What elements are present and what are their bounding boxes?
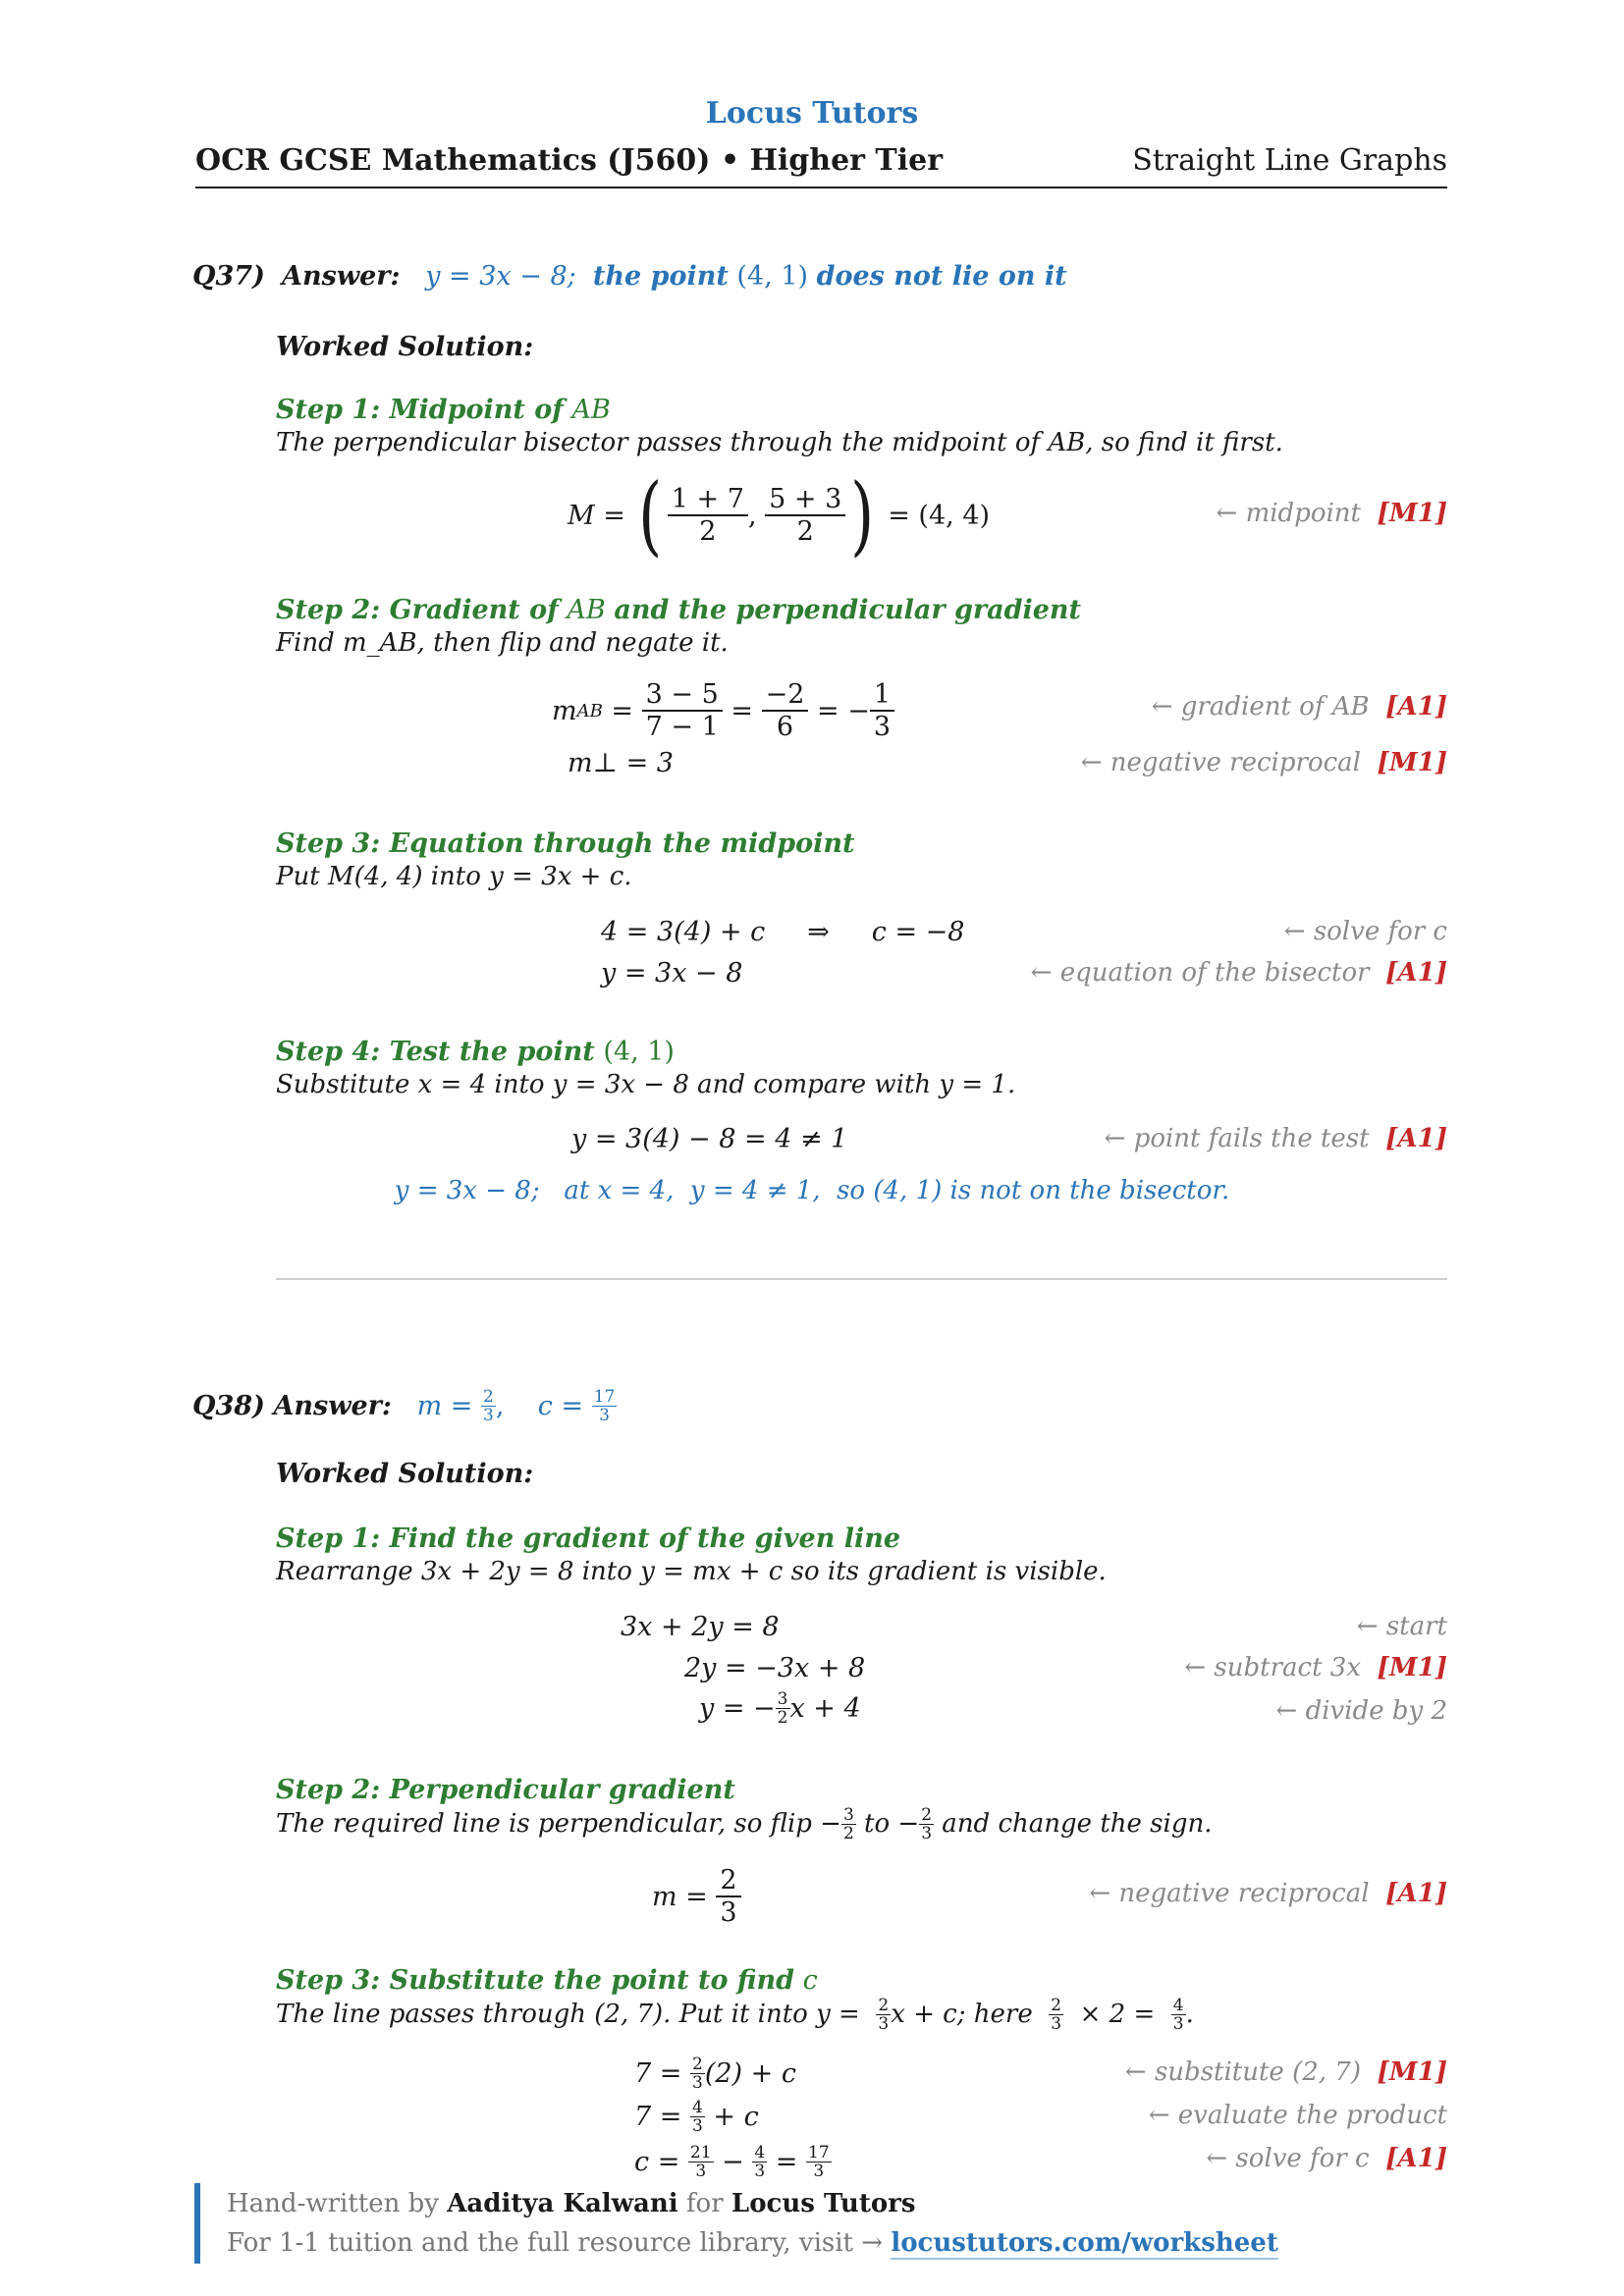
mark-badge: [A1] — [1385, 692, 1447, 721]
q38-step3-title: Step 3: Substitute the point to find c — [276, 1965, 818, 1996]
q37-answer-eq: y = 3x − 8; — [425, 261, 576, 292]
q38-step3-line3: c = $\frac{21}{3}$ − $\frac{4}{3}$ = $\frac{17}{3}$ — [634, 2142, 830, 2181]
q38-step2-title: Step 2: Perpendicular gradient — [276, 1775, 735, 1805]
q37-step3-note2: ← equation of the bisector [A1] — [1030, 958, 1447, 988]
q37-step2-equation: m AB = $\frac{3 - 5}{7 - 1}$ = $\frac{-2}{6}$ = − $\frac{1}{3}$ — [552, 671, 894, 750]
q37-worked-heading: Worked Solution: — [276, 332, 534, 362]
question-divider — [276, 1278, 1447, 1280]
mark-badge: [A1] — [1385, 958, 1447, 988]
q38-answer-line: Q38) Answer: m = $\frac{2}{3}$ , c = $\frac{17}{3}$ — [192, 1387, 616, 1425]
q37-answer-point: (4, 1) — [736, 261, 809, 292]
mark-badge: [M1] — [1377, 499, 1447, 528]
q38-step3-note3: ← solve for c [A1] — [1206, 2144, 1447, 2173]
course-title: OCR GCSE Mathematics (J560) • Higher Tier — [195, 143, 944, 178]
q37-step4-note1: ← point fails the test [A1] — [1104, 1124, 1447, 1153]
q37-conclusion: y = 3x − 8; at x = 4, y = 4 ≠ 1, so (4, 1) is not on the bisector. — [394, 1176, 1230, 1205]
q37-answer-label: Answer: — [282, 261, 401, 292]
q38-step3-line2: 7 = $\frac{4}{3}$ + c — [634, 2097, 759, 2136]
q37-step3-title: Step 3: Equation through the midpoint — [276, 828, 855, 859]
q38-step3-line1: 7 = $\frac{2}{3}$ (2) + c — [634, 2054, 796, 2093]
q37-step2-note2: ← negative reciprocal [M1] — [1080, 748, 1447, 777]
q37-step2-perp: m⊥ = 3 — [568, 748, 674, 778]
q37-step3-note1: ← solve for c — [1283, 917, 1447, 946]
q37-step2-title: Step 2: Gradient of AB and the perpendicular gradient — [276, 595, 1081, 625]
q37-step1-equation: M = ( $\frac{1 + 7}{2}$ , $\frac{5 + 3}{2}$ ) = (4, 4) — [568, 464, 991, 565]
q38-answer-label: Answer: — [273, 1391, 392, 1421]
q37-midpoint-y-fraction: $\frac{5 + 3}{2}$ — [765, 484, 845, 547]
q37-midpoint-x-fraction: $\frac{1 + 7}{2}$ — [668, 484, 748, 547]
q38-step3-note1: ← substitute (2, 7) [M1] — [1124, 2057, 1447, 2087]
brand-title: Locus Tutors — [705, 96, 919, 131]
footer-accent-bar — [194, 2183, 200, 2264]
q37-step4-desc: Substitute x = 4 into y = 3x − 8 and compare with y = 1. — [276, 1070, 1016, 1099]
q38-step3-note2: ← evaluate the product — [1148, 2101, 1447, 2130]
q37-step3-desc: Put M(4, 4) into y = 3x + c. — [276, 862, 632, 891]
q38-step1-note3: ← divide by 2 — [1275, 1696, 1447, 1726]
q38-step1-line1: 3x + 2y = 8 — [621, 1612, 780, 1642]
q37-step3-line1: 4 = 3(4) + c ⇒ c = −8 — [601, 917, 965, 947]
footer-link[interactable]: locustutors.com/worksheet — [891, 2228, 1278, 2258]
q37-answer-text-a: the point — [592, 261, 729, 292]
footer-credit: Hand-written by Aaditya Kalwani for Locus Tutors — [227, 2189, 916, 2218]
q37-step4-line1: y = 3(4) − 8 = 4 ≠ 1 — [571, 1124, 848, 1154]
mark-badge: [A1] — [1385, 1124, 1447, 1153]
q38-worked-heading: Worked Solution: — [276, 1459, 534, 1489]
q38-step1-note2: ← subtract 3x [M1] — [1184, 1653, 1447, 1682]
mark-badge: [M1] — [1377, 748, 1447, 777]
mark-badge: [M1] — [1377, 1653, 1447, 1682]
q37-step2-note1: ← gradient of AB [A1] — [1151, 692, 1447, 721]
q37-step4-title: Step 4: Test the point (4, 1) — [276, 1037, 675, 1067]
q37-step1-desc: The perpendicular bisector passes through the midpoint of AB, so find it first. — [276, 428, 1283, 457]
q37-step3-line2: y = 3x − 8 — [601, 958, 743, 988]
q38-step1-line2: 2y = −3x + 8 — [684, 1653, 866, 1683]
header-rule — [195, 187, 1447, 188]
q37-step1-note: ← midpoint [M1] — [1216, 499, 1447, 528]
q38-step2-equation: m = $\frac{2}{3}$ — [652, 1857, 741, 1936]
mark-badge: [M1] — [1377, 2057, 1447, 2087]
q37-answer-line — [192, 261, 1067, 292]
q37-step2-desc: Find m_AB, then flip and negate it. — [276, 628, 729, 658]
q38-step2-desc: The required line is perpendicular, so flip − $\frac{3}{2}$ to − $\frac{2}{3}$ and change the sign. — [276, 1804, 1213, 1843]
q38-step1-line3: y = − $\frac{3}{2}$ x + 4 — [699, 1689, 861, 1728]
footer-visit: For 1-1 tuition and the full resource library, visit → locustutors.com/worksheet — [227, 2228, 1278, 2258]
q37-label: Q37) — [192, 261, 265, 292]
q37-answer-text-b: does not lie on it — [816, 261, 1067, 292]
q37-step1-title: Step 1: Midpoint of AB — [276, 395, 611, 425]
q38-step3-desc: The line passes through (2, 7). Put it into y = $\frac{2}{3}$ x + c; here $\frac{2}{3}$ × 2 = $\frac{4}{3}$ . — [276, 1995, 1194, 2034]
q38-step2-note: ← negative reciprocal [A1] — [1089, 1879, 1447, 1908]
q38-step1-note1: ← start — [1356, 1612, 1447, 1641]
q38-step1-title: Step 1: Find the gradient of the given line — [276, 1523, 901, 1554]
topic-title: Straight Line Graphs — [1132, 143, 1447, 178]
mark-badge: [A1] — [1385, 2144, 1447, 2173]
q38-step1-desc: Rearrange 3x + 2y = 8 into y = mx + c so its gradient is visible. — [276, 1557, 1107, 1586]
q38-label: Q38) — [192, 1391, 265, 1421]
mark-badge: [A1] — [1385, 1879, 1447, 1908]
